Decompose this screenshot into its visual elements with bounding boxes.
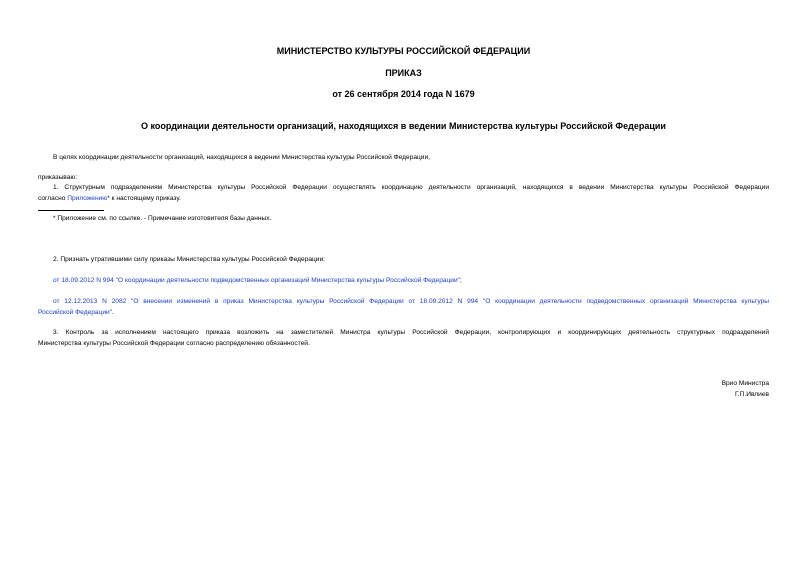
item-1-prefix: согласно: [38, 195, 68, 202]
item-1-line-1: 1. Структурным подразделениям Министерства культуры Российской Федерации осуществлять координацию деятельности организаций, находящихся в ведении Министерства культуры Российской Федерации: [53, 184, 769, 191]
repeal-2-line-2: [38, 307, 769, 318]
document-date-number: от 26 сентября 2014 года N 1679: [332, 89, 475, 99]
item-3-paragraph: [38, 327, 769, 349]
preamble-paragraph: В целях координации деятельности организаций, находящихся в ведении Министерства культуры Российской Федерации,: [53, 154, 430, 161]
item-3-line-1: 3. Контроль за исполнением настоящего приказа возложить на заместителей Министра культуры Российской Федерации, контролирующих и координирующих деятельность структурных подразделений: [53, 329, 769, 336]
appendix-link[interactable]: Приложению: [67, 195, 108, 202]
ministry-heading: МИНИСТЕРСТВО КУЛЬТУРЫ РОССИЙСКОЙ ФЕДЕРАЦИИ: [276, 46, 531, 56]
item-1-suffix: * к настоящему приказу.: [107, 195, 181, 202]
document-title: О координации деятельности организаций, находящихся в ведении Министерства культуры Российской Федерации: [141, 121, 666, 131]
repeal-2-link-line-2[interactable]: Российской Федерации": [38, 309, 113, 316]
signatory-position: Врио Министра: [721, 380, 769, 387]
item-1-line-2: [38, 193, 769, 204]
repeal-2-link-line-1[interactable]: от 12.12.2013 N 2082 "О внесении изменений в приказ Министерства культуры Российской Федерации от 18.09.2012 N 994 "О координации деятельности подведомственных организаций Министерства культуры: [53, 298, 769, 305]
item-2-paragraph: 2. Признать утратившими силу приказы Министерства культуры Российской Федерации:: [53, 256, 326, 263]
document-type: ПРИКАЗ: [385, 68, 422, 78]
signatory-name: Г.П.Ивлиев: [735, 391, 769, 398]
repeal-1-suffix: ;: [460, 277, 462, 284]
footnote-text: * Приложение см. по ссылке. - Примечание изготовителя базы данных.: [53, 215, 272, 222]
repeal-order-2: [38, 296, 769, 318]
repeal-1-link[interactable]: "О координации деятельности подведомственных организаций Министерства культуры Российской Федерации": [115, 277, 461, 284]
repeal-order-1: [53, 275, 462, 286]
footnote-divider: [38, 210, 104, 211]
repeal-1-number[interactable]: от 18.09.2012 N 994: [53, 277, 116, 284]
item-3-line-2: Министерства культуры Российской Федерации согласно распределению обязанностей.: [38, 340, 310, 347]
item-1-paragraph: [38, 182, 769, 204]
repeal-2-suffix: .: [112, 309, 114, 316]
order-word: приказываю:: [38, 174, 78, 181]
